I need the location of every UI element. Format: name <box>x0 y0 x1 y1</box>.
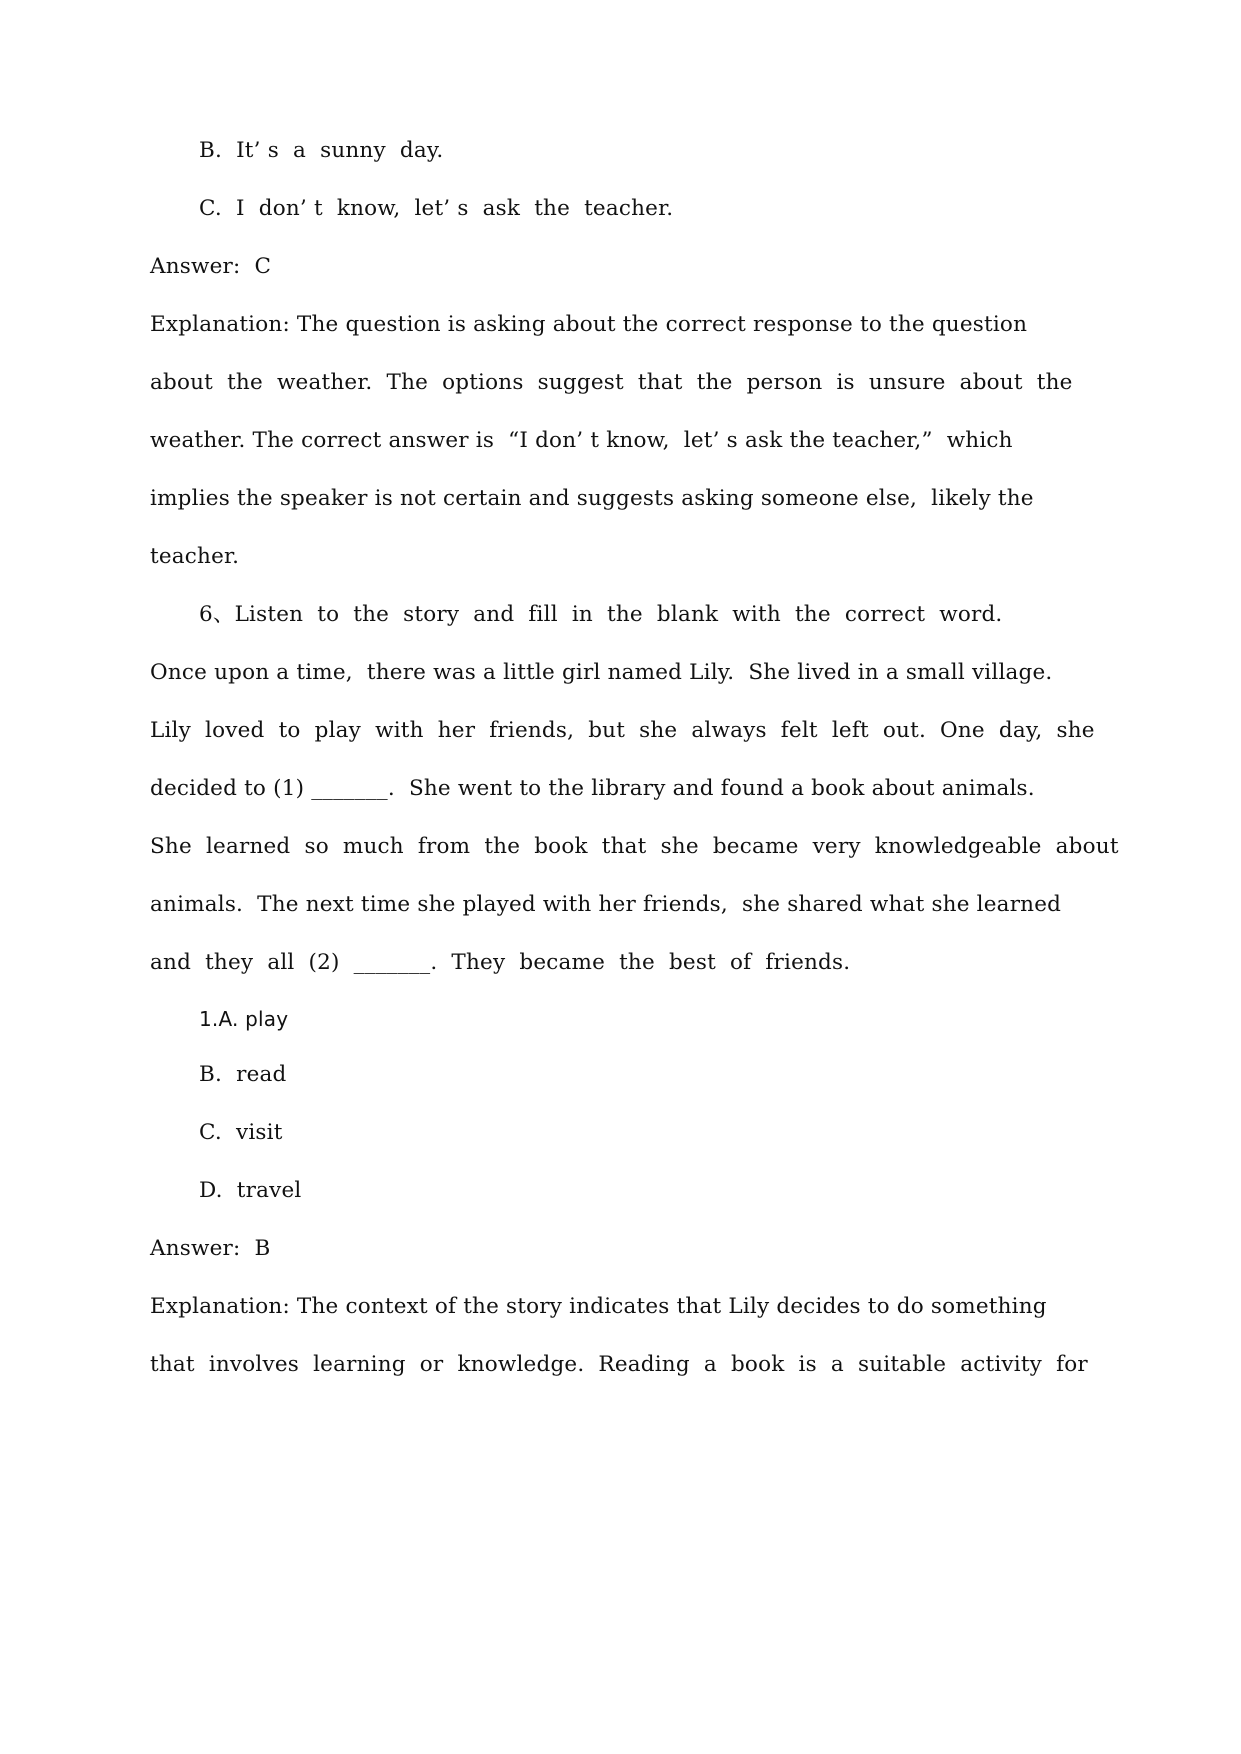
story-line-1: Once upon a time, there was a little girl named Lily. She lived in a small village. <box>150 660 1053 685</box>
story-line-3: decided to (1) _______. She went to the library and found a book about animals. <box>150 776 1035 801</box>
explanation-2-line-1: Explanation: The context of the story indicates that Lily decides to do something <box>150 1294 1047 1319</box>
story-line-5: animals. The next time she played with her friends, she shared what she learned <box>150 892 1062 917</box>
explanation-line-2: about the weather. The options suggest that the person is unsure about the <box>150 370 1073 395</box>
option-b-line-2: B. read <box>199 1062 287 1087</box>
answer-line: Answer: C <box>150 254 272 279</box>
option-b-line: B. It’ s a sunny day. <box>199 138 444 163</box>
explanation-2-line-2: that involves learning or knowledge. Reading a book is a suitable activity for <box>150 1352 1088 1377</box>
answer-line-2: Answer: B <box>150 1236 271 1261</box>
option-c-line-2: C. visit <box>199 1120 283 1145</box>
story-line-6: and they all (2) _______. They became the best of friends. <box>150 950 851 975</box>
story-line-4: She learned so much from the book that she became very knowledgeable about <box>150 834 1119 859</box>
option-c-line: C. I don’ t know, let’ s ask the teacher. <box>199 196 674 221</box>
explanation-line-4: implies the speaker is not certain and suggests asking someone else, likely the <box>150 486 1034 511</box>
option-d-line: D. travel <box>199 1178 302 1203</box>
option-1a-line: 1.A. play <box>199 1007 289 1031</box>
story-line-2: Lily loved to play with her friends, but she always felt left out. One day, she <box>150 718 1095 743</box>
question-6-heading: 6、Listen to the story and fill in the blank with the correct word. <box>199 602 1003 627</box>
explanation-line-3: weather. The correct answer is “I don’ t know, let’ s ask the teacher,” which <box>150 428 1013 453</box>
explanation-line-1: Explanation: The question is asking about the correct response to the question <box>150 312 1028 337</box>
explanation-line-5: teacher. <box>150 544 240 569</box>
